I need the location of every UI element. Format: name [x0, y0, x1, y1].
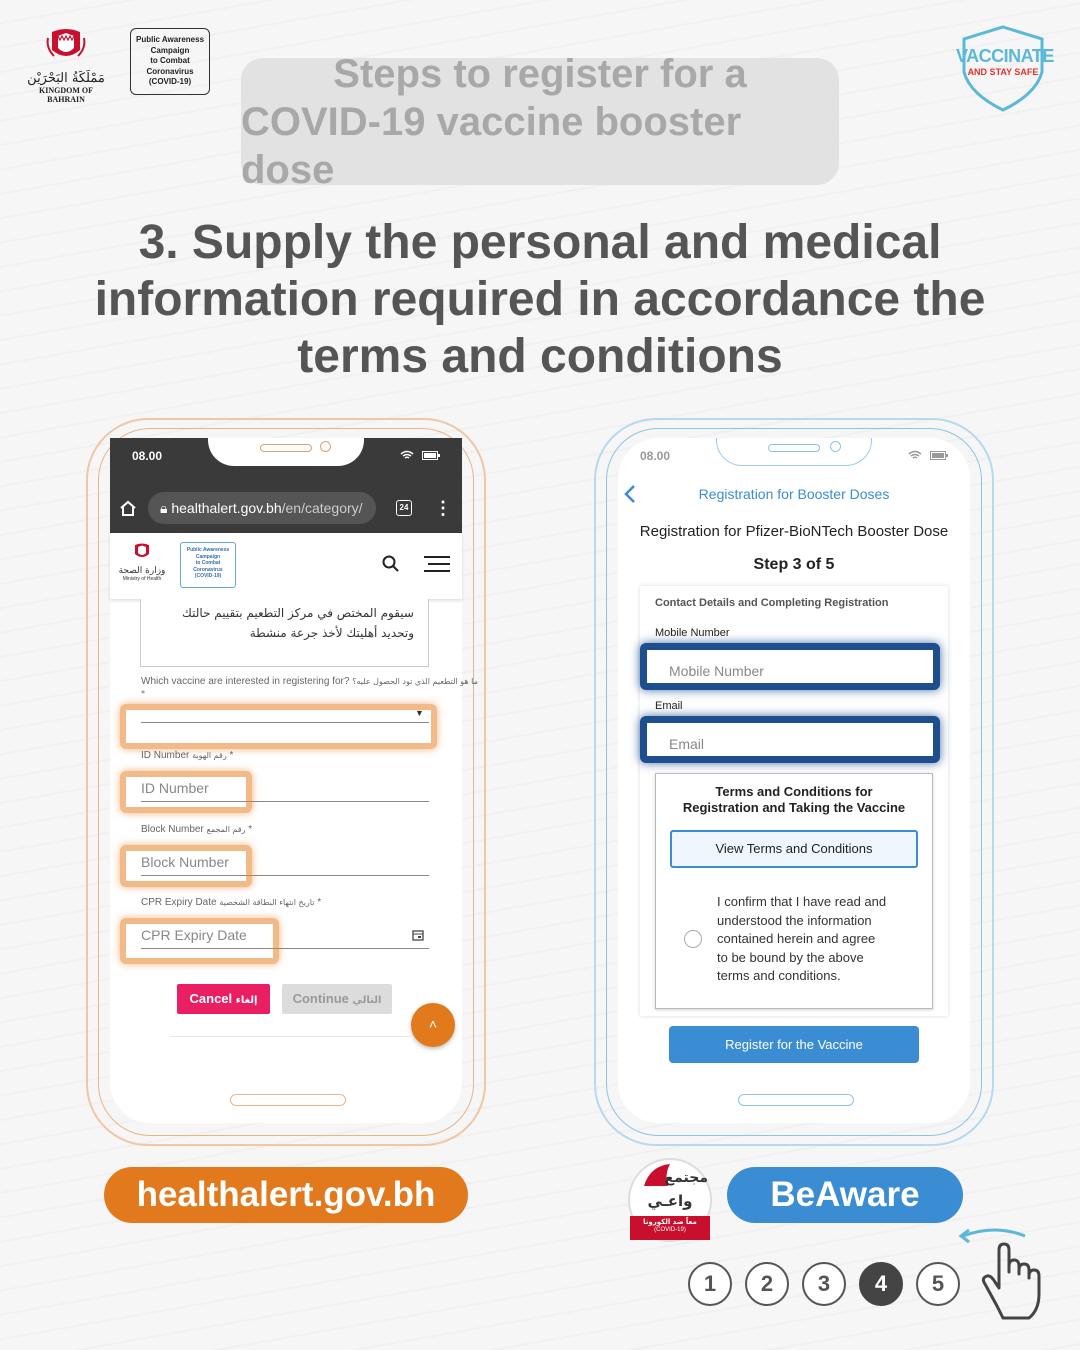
cpr-expiry-label: CPR Expiry Date تاريخ انتهاء البطاقة الشخصية *	[141, 897, 322, 908]
block-number-label: Block Number رقم المجمع *	[141, 824, 253, 835]
status-time: 08.00	[132, 449, 163, 463]
chevron-down-icon[interactable]: ▼	[415, 708, 424, 718]
more-menu-icon[interactable]: ⋮	[434, 498, 452, 518]
right-phone-screen	[618, 438, 970, 1123]
terms-box	[655, 773, 933, 1009]
register-vaccine-button[interactable]: Register for the Vaccine	[669, 1026, 919, 1063]
home-indicator	[738, 1094, 854, 1106]
page-dot-2[interactable]: 2	[745, 1262, 789, 1306]
hamburger-menu-icon[interactable]	[423, 555, 451, 573]
info-textarea	[140, 599, 429, 667]
lock-icon: 🔒︎	[160, 500, 168, 516]
speaker-grille	[768, 444, 820, 452]
step-title	[40, 214, 1040, 385]
step-title-line-3: terms and conditions	[297, 330, 783, 383]
camera-icon	[830, 441, 841, 452]
swipe-hand-icon	[955, 1224, 1055, 1324]
arabic-info-line-2: وتحديد أهليتك لأخذ جرعة منشطة	[249, 626, 414, 640]
home-icon[interactable]	[119, 500, 137, 516]
chevron-up-icon: ˄	[428, 1016, 438, 1032]
tabs-count-button[interactable]: 24	[396, 500, 412, 516]
step-indicator: Step 3 of 5	[753, 556, 835, 573]
kingdom-of-bahrain-logo	[20, 28, 112, 104]
page-dot-3[interactable]: 3	[802, 1262, 846, 1306]
url-path: /en/category/	[281, 500, 363, 516]
email-placeholder: Email	[669, 736, 705, 752]
cancel-button[interactable]: Cancel إلغاء	[177, 984, 270, 1014]
vaccinate-stay-safe-badge	[956, 24, 1054, 114]
status-time: 08.00	[640, 449, 671, 463]
mobile-number-input[interactable]	[640, 643, 940, 690]
id-number-input[interactable]: ID Number	[141, 780, 209, 796]
terms-title-line-1: Terms and Conditions for	[715, 784, 873, 799]
vaccine-required-mark: *	[141, 689, 145, 698]
url-host: healthalert.gov.bh	[171, 500, 282, 516]
calendar-icon[interactable]	[412, 929, 424, 941]
scroll-top-button[interactable]	[411, 1003, 455, 1047]
terms-title-line-2: Registration and Taking the Vaccine	[682, 800, 906, 815]
browser-chrome	[110, 438, 462, 533]
arabic-info-line-1: سيقوم المختص في مركز التطعيم بتقييم حالتك	[182, 606, 414, 620]
step-title-line-1: 3. Supply the personal and medical	[138, 216, 942, 269]
bahrain-emblem-icon	[132, 543, 152, 561]
confirm-text: I confirm that I have read and understood the information contained herein and agree to be bound by the above terms and conditions.	[717, 894, 887, 984]
stay-safe-text: AND STAY SAFE	[967, 67, 1039, 77]
wifi-icon	[400, 450, 414, 460]
block-number-highlight[interactable]	[120, 845, 252, 887]
left-phone-screen	[110, 438, 478, 1123]
page-dot-4[interactable]: 4	[859, 1262, 903, 1306]
footer-divider	[170, 1036, 410, 1037]
kingdom-name-english: KINGDOM OF BAHRAIN	[39, 86, 93, 104]
id-number-label: ID Number رقم الهوية *	[141, 750, 234, 761]
beaware-pill[interactable]: BeAware	[727, 1167, 963, 1223]
mobile-label: Mobile Number	[655, 627, 730, 639]
wifi-icon	[908, 450, 922, 460]
camera-icon	[320, 441, 331, 452]
vaccine-label-en: Which vaccine are interested in registering for? ما هو التطعيم الذي تود الحصول عليه؟	[141, 676, 478, 687]
community-aware-logo	[630, 1160, 710, 1240]
page-indicator	[688, 1262, 968, 1308]
moh-logo	[118, 543, 166, 582]
awareness-campaign-logo	[130, 28, 210, 95]
address-bar[interactable]	[148, 492, 376, 524]
header-line-1: Steps to register for a	[333, 51, 747, 96]
speaker-grille	[260, 444, 312, 452]
community-text-2: واعـي	[647, 1192, 693, 1210]
header-line-2: COVID-19 vaccine booster dose	[241, 99, 742, 192]
battery-icon	[422, 451, 440, 460]
campaign-small-logo: Public Awareness Campaign to Combat Coronavirus (COVID-19)	[180, 542, 236, 588]
website-url-pill[interactable]: healthalert.gov.bh	[104, 1167, 468, 1223]
search-icon[interactable]	[382, 555, 400, 573]
community-text-3: معاً ضد الكورونا	[643, 1218, 697, 1226]
home-indicator	[230, 1094, 346, 1106]
campaign-text: Public Awareness Campaign to Combat Coronavirus (COVID-19)	[135, 35, 205, 87]
vaccinate-text: VACCINATE	[956, 46, 1054, 66]
site-header	[110, 533, 462, 599]
view-terms-button[interactable]: View Terms and Conditions	[670, 830, 918, 868]
nav-title: Registration for Booster Doses	[698, 486, 890, 502]
moh-arabic: وزارة الصحة	[118, 566, 166, 576]
block-number-input[interactable]: Block Number	[141, 854, 229, 870]
community-text-4: (COVID-19)	[654, 1227, 686, 1233]
confirm-radio[interactable]	[684, 930, 702, 948]
phone-notch	[716, 438, 872, 466]
community-text-1: مجتمع	[664, 1170, 708, 1186]
step-title-line-2: information required in accordance the	[94, 273, 986, 326]
id-number-highlight[interactable]	[120, 771, 252, 813]
continue-button[interactable]: Continue التالي	[282, 984, 392, 1014]
page-dot-1[interactable]: 1	[688, 1262, 732, 1306]
section-title: Contact Details and Completing Registration	[655, 597, 889, 609]
terms-title	[656, 784, 932, 816]
bahrain-emblem-icon	[46, 28, 86, 64]
page-dot-5[interactable]: 5	[916, 1262, 960, 1306]
email-input[interactable]	[640, 716, 940, 763]
mobile-placeholder: Mobile Number	[669, 663, 764, 679]
cpr-expiry-highlight[interactable]	[120, 918, 279, 964]
battery-icon	[930, 451, 948, 460]
phone-notch	[208, 438, 364, 466]
moh-english: Ministry of Health	[122, 576, 162, 582]
kingdom-name-arabic: مَمْلَكَةُ البَحْرَيْن	[27, 71, 105, 86]
header-banner	[241, 51, 839, 192]
page-title: Registration for Pfizer-BioNTech Booster Dose	[639, 523, 949, 540]
vaccine-select-highlight[interactable]	[120, 704, 437, 749]
email-label: Email	[655, 700, 683, 712]
cpr-expiry-input[interactable]: CPR Expiry Date	[141, 927, 247, 943]
